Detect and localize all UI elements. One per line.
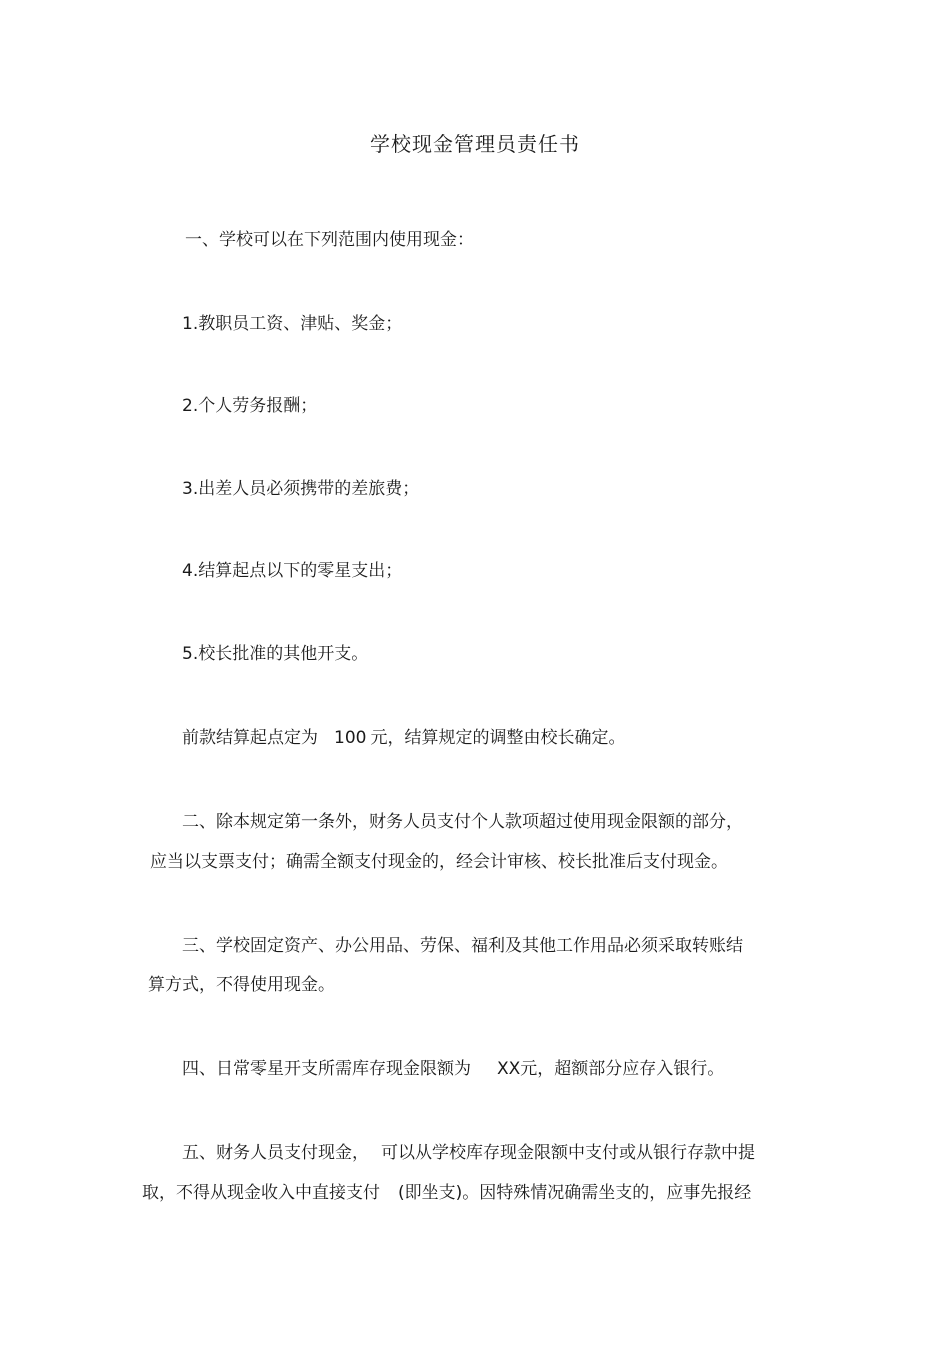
section4-suffix: 元，超额部分应存入银行。	[520, 1059, 725, 1079]
section5-line2-b: (即坐支)。因特殊情况确需坐支的，应事先报经	[398, 1183, 752, 1203]
section1-heading: 一、学校可以在下列范围内使用现金：	[185, 230, 474, 250]
list-item: 2.个人劳务报酬；	[182, 396, 318, 416]
section3-line2: 算方式，不得使用现金。	[148, 975, 335, 995]
section5-line1-a: 五、财务人员支付现金，	[182, 1143, 369, 1163]
section5-line1-b: 可以从学校库存现金限额中支付或从银行存款中提	[381, 1143, 755, 1163]
section4-line	[182, 1057, 724, 1081]
note-amount: 100	[334, 728, 367, 748]
note-prefix: 前款结算起点定为	[182, 728, 318, 748]
section2-line2: 应当以支票支付；确需全额支付现金的，经会计审核、校长批准后支付现金。	[150, 852, 728, 872]
list-item: 5.校长批准的其他开支。	[182, 644, 369, 664]
list-item: 3.出差人员必须携带的差旅费；	[182, 479, 420, 499]
document-title: 学校现金管理员责任书	[370, 132, 580, 156]
section3-line1: 三、学校固定资产、办公用品、劳保、福利及其他工作用品必须采取转账结	[182, 936, 743, 956]
section5-line1	[182, 1141, 755, 1165]
section5-line2	[142, 1181, 751, 1205]
section2-line1: 二、除本规定第一条外，财务人员支付个人款项超过使用现金限额的部分，	[182, 812, 743, 832]
list-item: 4.结算起点以下的零星支出；	[182, 561, 403, 581]
list-item: 1.教职员工资、津贴、奖金；	[182, 314, 403, 334]
section4-prefix: 四、日常零星开支所需库存现金限额为	[182, 1059, 471, 1079]
note-suffix: 元，结算规定的调整由校长确定。	[370, 728, 626, 748]
section5-line2-a: 取，不得从现金收入中直接支付	[142, 1183, 380, 1203]
section1-note	[182, 726, 625, 750]
section4-amount: XX	[497, 1059, 521, 1079]
